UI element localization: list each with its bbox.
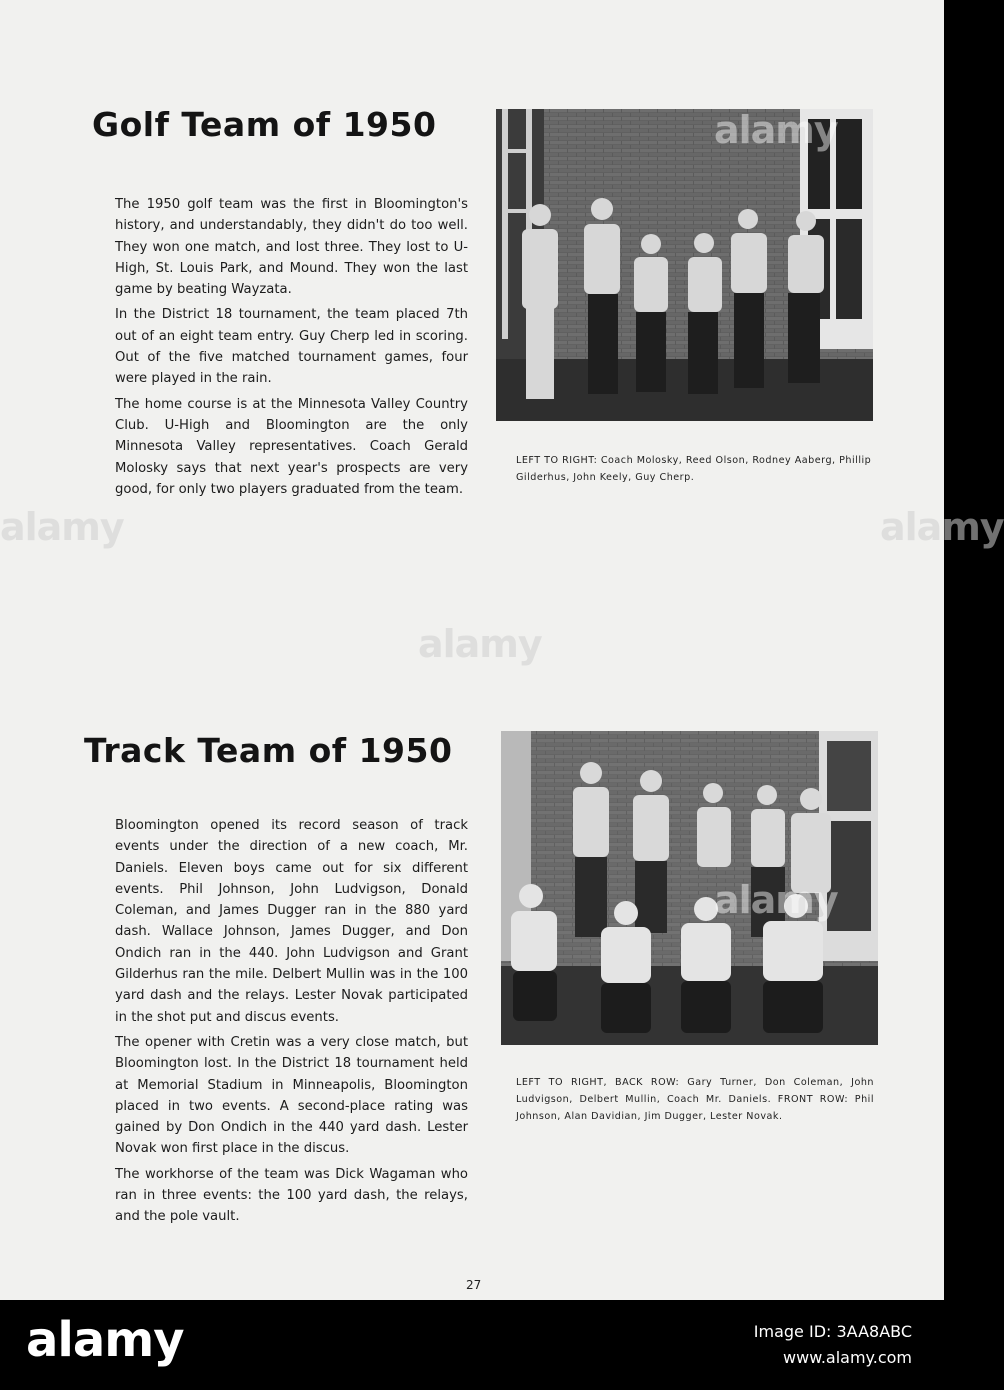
golf-paragraph: The 1950 golf team was the first in Bloomington's history, and understandably, they didn't do too well. They won one match, and lost three. They lost to U-High, St. Louis Park, and Mound. They won the last game by beating Wayzata.	[115, 197, 468, 298]
watermark: alamy	[714, 108, 838, 152]
footer-logo: alamy	[26, 1312, 184, 1368]
track-title: Track Team of 1950	[84, 731, 453, 770]
track-photo-caption: LEFT TO RIGHT, BACK ROW: Gary Turner, Don Coleman, John Ludvigson, Delbert Mullin, Coach Mr. Daniels. FRONT ROW: Phil Johnson, Alan Davidian, Jim Dugger, Lester Novak.	[516, 1077, 874, 1122]
page-number: 27	[466, 1278, 482, 1292]
image-id: Image ID: 3AA8ABC	[753, 1322, 912, 1341]
track-paragraph: The workhorse of the team was Dick Wagaman who ran in three events: the 100 yard dash, the relays, and the pole vault.	[115, 1166, 468, 1225]
golf-title: Golf Team of 1950	[92, 105, 437, 144]
track-paragraph: Bloomington opened its record season of track events under the direction of a new coach, Mr. Daniels. Eleven boys came out for six different events. Phil Johnson, John Ludvigson, Donald Coleman, and James Dugger ran in the 880 yard dash. Wallace Johnson, James Dugger, and Don Ondich ran in the 440. John Ludvigson and Grant Gilderhus ran the mile. Delbert Mullin was in the 100 yard dash and the relays. Lester Novak participated in the shot put and discus events.	[115, 818, 468, 1025]
watermark: alamy	[0, 505, 124, 549]
golf-photo-caption: LEFT TO RIGHT: Coach Molosky, Reed Olson, Rodney Aaberg, Phillip Gilderhus, John Keely, Guy Cherp.	[516, 455, 872, 483]
track-paragraph: The opener with Cretin was a very close match, but Bloomington lost. In the District 18 tournament held at Memorial Stadium in Minneapolis, Bloomington placed in two events. A second-place rating was gained by Don Ondich in the 440 yard dash. Lester Novak won first place in the discus.	[115, 1034, 468, 1157]
track-article	[115, 815, 468, 1232]
golf-article	[115, 194, 468, 504]
golf-paragraph: In the District 18 tournament, the team placed 7th out of an eight team entry. Guy Cherp led in scoring. Out of the five matched tournament games, four were played in the rain.	[115, 307, 468, 387]
golf-photo-graphic	[496, 109, 873, 421]
golf-team-photo	[496, 109, 873, 421]
golf-paragraph: The home course is at the Minnesota Valley Country Club. U-High and Bloomington are the only Minnesota Valley representatives. Coach Gerald Molosky says that next year's prospects are very good, for only two players graduated from the team.	[115, 396, 468, 497]
watermark: alamy	[418, 622, 542, 666]
watermark: alamy	[714, 878, 838, 922]
watermark: alamy	[880, 505, 1004, 549]
footer-url[interactable]: www.alamy.com	[783, 1348, 912, 1367]
